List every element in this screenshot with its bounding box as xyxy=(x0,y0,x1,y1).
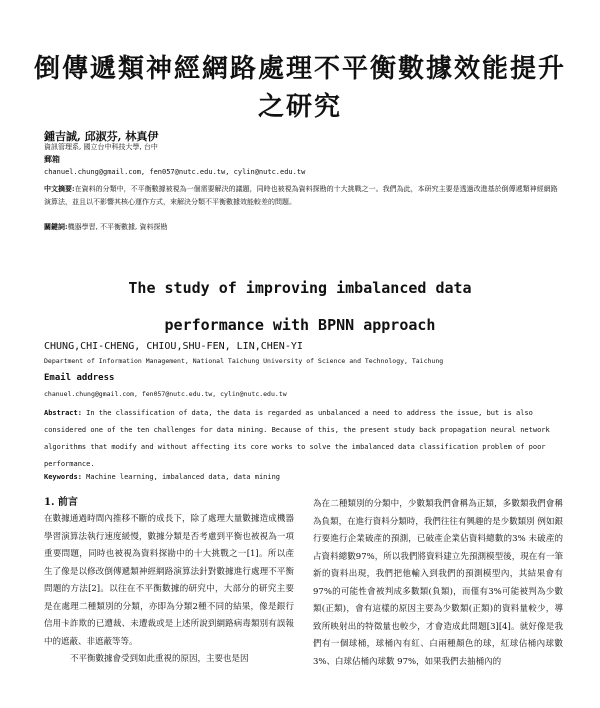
chinese-abstract-label: 中文摘要: xyxy=(44,184,75,193)
chinese-email-label: 郵箱 xyxy=(44,154,60,164)
right-column xyxy=(313,496,563,671)
chinese-emails: chanuel.chung@gmail.com, fen057@nutc.edu.tw, cylin@nutc.edu.tw xyxy=(44,168,306,176)
section-heading-introduction: 1. 前言 xyxy=(44,497,78,508)
chinese-keywords-text: 機器學習, 不平衡數據, 資料探勘 xyxy=(67,223,168,231)
left-paragraph-1: 在數據通過時間內推移不斷的成長下，除了處理大量數據造成機器學習演算法執行速度緩慢，數據分類是否考慮到平衡也被視為一項重要問題，同時也被視為資料探勘中的十大挑戰之一[1]。所以產生了像是以修改倒傳遞類神經網路演算法針對數據進行處理不平衡問題的方法[2]。以往在不平衡數據的研究中，大部分的研究主要是在處理二種類別的分類，亦即為分類2種不同的結果，像是銀行信用卡詐欺的已遭裁、未遭裁或是上述所說到網路病毒類別有誤報中的遮蔽、非遮蔽等等。 xyxy=(44,514,294,647)
chinese-affiliation: 資訊管理系, 國立台中科技大學, 台中 xyxy=(44,143,158,151)
english-abstract-text: In the classification of data, the data is regarded as unbalanced a need to address the issue, but is also considered one of the ten challenges for data mining. Because of this, the present study back propagation neural network algorithms that modify and without affecting its core works to solve the imbalanced data classification problem of poor performance. xyxy=(44,409,550,468)
chinese-keywords-label: 關鍵詞: xyxy=(44,222,68,231)
left-paragraph-2: 不平衡數據會受到如此重視的原因，主要也是因 xyxy=(70,654,249,664)
english-emails: chanuel.chung@gmail.com, fen057@nutc.edu.tw, cylin@nutc.edu.tw xyxy=(44,390,287,398)
chinese-abstract-text: 在資料的分類中，不平衡數據被視為一個需要解決的議題，同時也被視為資料探勘的十大挑戰之一。我們為此，本研究主要是透過改進基於倒傳遞類神經網路演算法，並且以不影響其核心運作方式，來解決分類不平衡數據效能較差的問題。 xyxy=(44,185,558,206)
right-paragraph: 為在二種類別的分類中，少數類我們會稱為正類，多數類我們會稱為負類，在進行資料分類時，我們往往有興趣的是少數類別 例如銀行要進行企業破產的預測，已破產企業佔資料總數的3% 未破產的占資料總數97%，所以我們將資料建立先預測模型後，現在有一筆新的資料出現，我們把他輸入到我們的預測模型內，其結果會有 97%的可能性會被判成多數類(負類)，而僅有3%可能被判為少數類(正類)，會有這樣的原因主要為少數類(正類)的資料量較少，導致所映射出的特徵量也較少，才會造成此問題[3][4]。就好像是我們有一個球桶，球桶內有紅、白兩種顏色的球，紅球佔桶內球數 3%、白球佔桶內球數 97%，如果我們去抽桶內的 xyxy=(313,499,563,667)
chinese-title-line2: 之研究 xyxy=(257,92,342,122)
english-keywords-text: Machine learning, imbalanced data, data mining xyxy=(86,473,281,481)
english-title-line2: performance with BPNN approach xyxy=(164,316,436,334)
chinese-title-line1: 倒傳遞類神經網路處理不平衡數據效能提升 xyxy=(33,54,566,84)
english-affiliation: Department of Information Management, National Taichung University of Science and Technology, Taichung xyxy=(44,357,444,365)
english-abstract-label: Abstract: xyxy=(44,409,82,417)
english-abstract xyxy=(44,405,564,473)
english-authors: CHUNG,CHI-CHENG, CHIOU,SHU-FEN, LIN,CHEN-YI xyxy=(44,341,303,352)
chinese-abstract xyxy=(44,182,559,209)
chinese-authors: 鍾吉誠, 邱淑芬, 林真伊 xyxy=(44,130,159,143)
english-keywords xyxy=(44,473,564,481)
english-email-label: Email address xyxy=(44,373,115,383)
left-column xyxy=(44,494,294,669)
english-title-line1: The study of improving imbalanced data xyxy=(128,279,472,297)
english-keywords-label: Keywords: xyxy=(44,473,82,481)
chinese-keywords xyxy=(44,222,564,232)
